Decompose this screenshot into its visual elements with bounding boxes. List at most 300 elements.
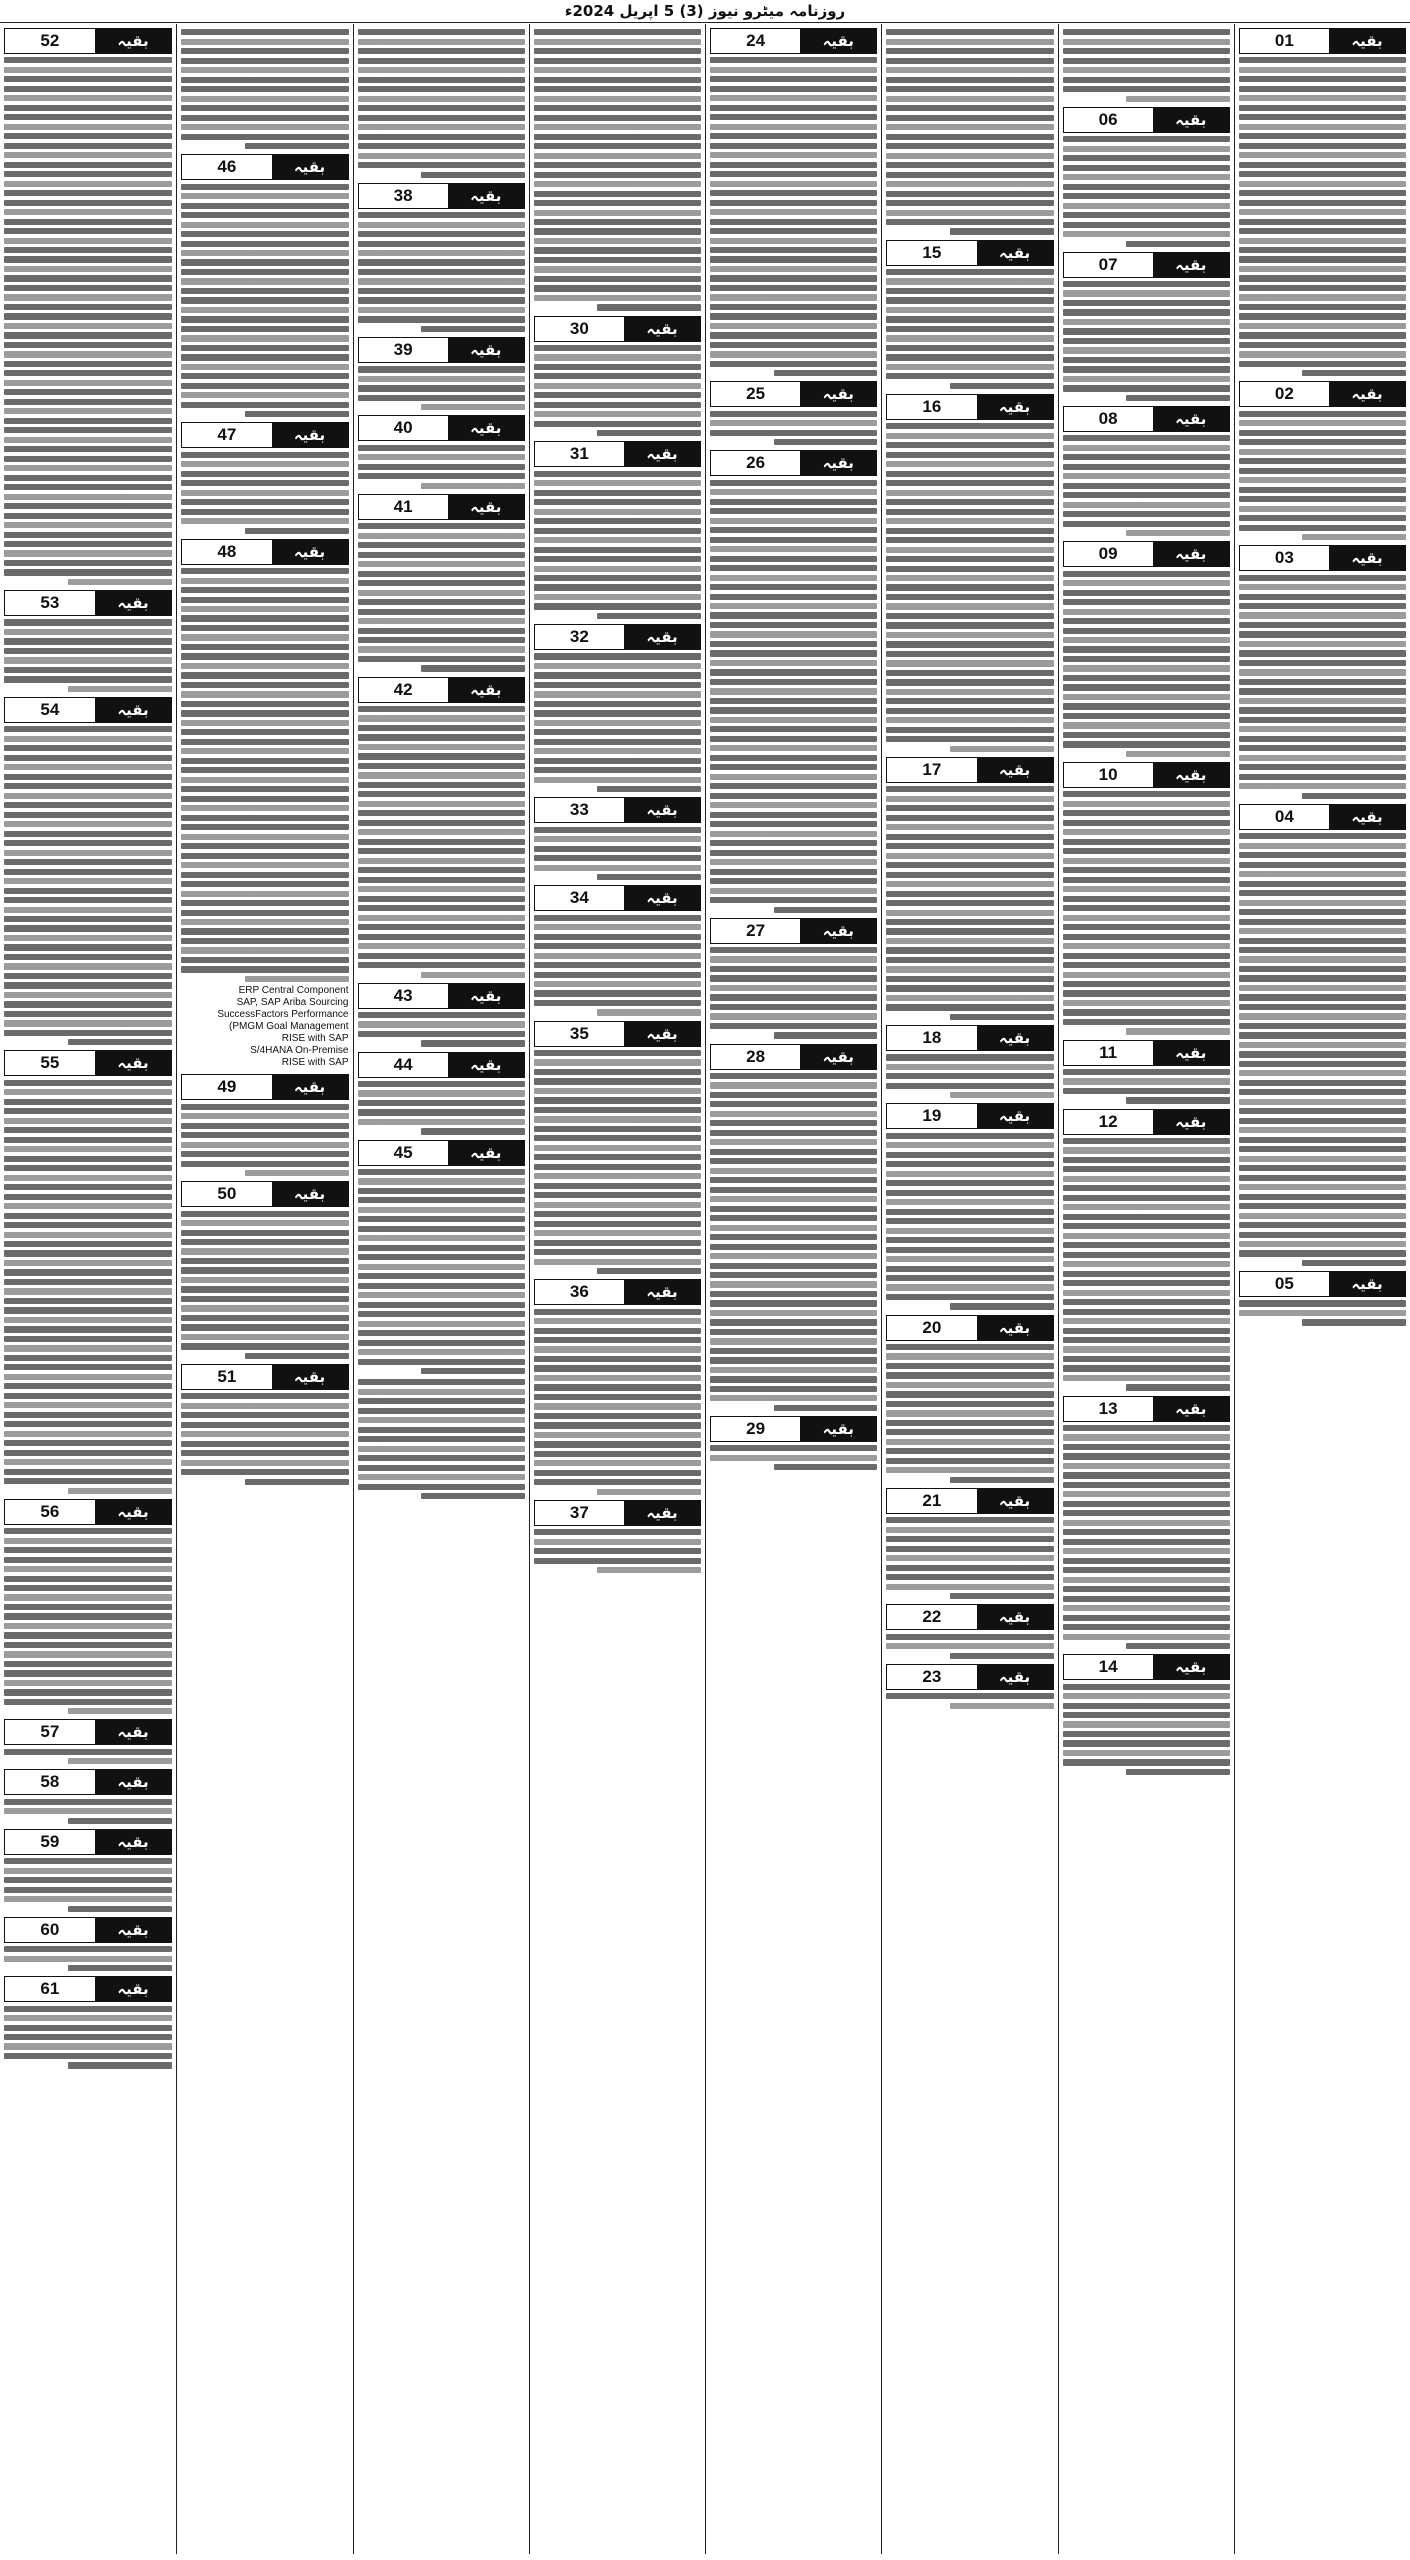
continuation-block [1063,252,1230,401]
text-line [886,660,1053,666]
text-line [886,727,1053,733]
text-line [886,613,1053,619]
continuation-header [181,539,348,565]
text-line [181,250,348,256]
text-line [4,1030,172,1036]
text-line [1126,751,1230,757]
text-line [886,796,1053,802]
text-line [774,1405,878,1411]
text-line [710,411,877,417]
continuation-header [1063,1396,1230,1422]
text-line [534,575,701,581]
text-line [534,943,701,949]
text-line [358,1197,525,1203]
continuation-block [1239,381,1406,540]
continuation-number: 27 [746,920,766,940]
text-line [710,67,877,73]
text-line [534,1394,701,1400]
text-line [886,566,1053,572]
continuation-block [181,1364,348,1485]
continuation-label: بقیہ [1329,29,1405,53]
text-line [534,691,701,697]
text-line [1063,628,1230,634]
text-line [710,1348,877,1354]
text-line [710,947,877,953]
text-line [534,1375,701,1381]
text-line [1063,385,1230,391]
continuation-label: بقیہ [272,423,348,447]
text-line [886,1536,1053,1542]
text-line [358,1119,525,1125]
text-line [181,124,348,130]
text-line [1063,1019,1230,1025]
text-line [710,956,877,962]
text-line [68,1906,172,1912]
text-line [534,115,701,121]
text-line [1063,580,1230,586]
continuation-block [358,1140,525,1375]
text-line [710,850,877,856]
text-line [4,181,172,187]
continuation-label: بقیہ [272,1075,348,1099]
text-line [4,1680,172,1686]
text-line [886,67,1053,73]
text-line [886,364,1053,370]
text-line [1239,660,1406,666]
text-line [1239,449,1406,455]
text-line [4,1127,172,1133]
text-line [181,919,348,925]
continuation-header [886,757,1053,783]
text-line [4,802,172,808]
text-line [886,1142,1053,1148]
text-line [181,1469,348,1475]
text-line [358,124,525,130]
text-line [358,561,525,567]
text-line [358,628,525,634]
text-line [4,1547,172,1553]
text-line [358,1216,525,1222]
continuation-header [4,1917,172,1943]
text-line [4,1336,172,1342]
text-line [358,29,525,35]
text-line [1063,590,1230,596]
text-line [710,508,877,514]
text-line [358,1207,525,1213]
text-line [4,1431,172,1437]
text-line [1126,395,1230,401]
text-line [1063,848,1230,854]
text-line [4,1576,172,1582]
text-line [886,354,1053,360]
text-line [1063,1472,1230,1478]
continuation-label: بقیہ [1153,1655,1229,1679]
text-line [710,1329,877,1335]
text-line [4,726,172,732]
text-line [68,579,172,585]
text-line [534,499,701,505]
text-line [181,578,348,584]
text-line [4,1307,172,1313]
text-line [1063,1558,1230,1564]
text-line [886,708,1053,714]
text-line [710,717,877,723]
text-line [1239,1194,1406,1200]
continuation-block [1063,1396,1230,1650]
text-line [886,77,1053,83]
text-line [68,1965,172,1971]
continuation-label: بقیہ [272,540,348,564]
text-line [886,651,1053,657]
text-line [710,660,877,666]
text-line [886,48,1053,54]
text-line [1239,594,1406,600]
news-column [881,24,1057,2554]
text-line [181,786,348,792]
text-line [1239,1080,1406,1086]
text-line [710,878,877,884]
text-line [534,1202,701,1208]
text-line [1239,114,1406,120]
text-line [358,1109,525,1115]
continuation-block [534,1279,701,1495]
continuation-number: 46 [217,157,237,177]
text-line [181,1123,348,1129]
text-line [1063,1596,1230,1602]
text-line [1239,717,1406,723]
text-line [4,494,172,500]
text-line [4,1557,172,1563]
text-line [534,162,701,168]
text-line [1063,609,1230,615]
text-line [534,547,701,553]
text-line [358,115,525,121]
text-line [1063,290,1230,296]
text-line [1063,953,1230,959]
text-line [358,1100,525,1106]
text-line [710,994,877,1000]
text-line [181,509,348,515]
text-line [1063,571,1230,577]
text-line [886,172,1053,178]
text-line [886,1634,1053,1640]
text-line [534,1192,701,1198]
text-line [886,717,1053,723]
text-line [886,1391,1053,1397]
text-line [245,528,349,534]
text-line [4,569,172,575]
text-line [886,957,1053,963]
text-line [181,815,348,821]
text-line [181,1343,348,1349]
text-line [181,231,348,237]
text-line [1063,1453,1230,1459]
text-line [1063,1624,1230,1630]
continuation-number: 47 [217,425,237,445]
text-line [886,1083,1053,1089]
text-line [4,2034,172,2040]
text-line [4,982,172,988]
text-line [710,575,877,581]
text-line [358,77,525,83]
text-line [534,729,701,735]
text-line [1239,525,1406,531]
text-line [181,1296,348,1302]
continuation-label: بقیہ [624,1022,700,1046]
text-line [1239,152,1406,158]
text-line [534,972,701,978]
continuation-header [534,1279,701,1305]
text-line [886,490,1053,496]
text-line [4,935,172,941]
text-line [534,191,701,197]
news-column [0,24,176,2554]
continuation-header [358,1052,525,1078]
continuation-number: 41 [393,496,413,516]
text-line [886,1420,1053,1426]
text-line [710,124,877,130]
text-line [1063,1069,1230,1075]
text-line [774,439,878,445]
text-line [4,304,172,310]
text-line [245,411,349,417]
text-line [181,326,348,332]
text-line [886,919,1053,925]
text-line [358,1321,525,1327]
text-line [1063,1078,1230,1084]
text-line [710,612,877,618]
continuation-block [4,1719,172,1764]
continuation-block [1063,406,1230,536]
text-line [1063,1434,1230,1440]
text-line [534,1154,701,1160]
continuation-number: 29 [746,1418,766,1438]
text-line [534,39,701,45]
text-line [886,1448,1053,1454]
text-line [358,86,525,92]
continuation-number: 20 [922,1317,942,1337]
continuation-header [4,697,172,723]
text-line [4,399,172,405]
english-term: RISE with SAP [281,1033,349,1045]
continuation-block [1063,1040,1230,1104]
continuation-number: 44 [393,1054,413,1074]
text-line [4,667,172,673]
text-line [886,594,1053,600]
text-line [534,276,701,282]
text-line [181,278,348,284]
text-line [4,1279,172,1285]
text-line [1063,924,1230,930]
text-line [1063,511,1230,517]
text-line [886,985,1053,991]
text-line [710,238,877,244]
continuation-number: 24 [746,31,766,50]
text-line [1239,181,1406,187]
text-line [886,423,1053,429]
text-line [68,1818,172,1824]
continuation-label: بقیہ [977,241,1053,265]
text-line [1239,975,1406,981]
text-line [358,858,525,864]
continuation-block [534,797,701,880]
continuation-number: 35 [569,1023,589,1043]
text-line [4,1459,172,1465]
text-line [4,736,172,742]
text-line [4,1222,172,1228]
text-line [1063,694,1230,700]
text-line [358,656,525,662]
text-line [710,1215,877,1221]
text-line [1239,361,1406,367]
text-line [358,269,525,275]
text-line [710,631,877,637]
continuation-block [710,1044,877,1411]
text-line [710,793,877,799]
news-column [705,24,881,2554]
text-line [710,361,877,367]
text-line [1063,1261,1230,1267]
text-line [886,96,1053,102]
text-line [1239,228,1406,234]
text-line [181,1239,348,1245]
continuation-block [1063,1109,1230,1391]
text-line [181,335,348,341]
text-line [710,537,877,543]
text-line [4,475,172,481]
text-line [421,172,525,178]
text-line [181,67,348,73]
text-line [710,1073,877,1079]
text-line [1239,843,1406,849]
text-line [1063,48,1230,54]
text-line [1239,304,1406,310]
text-line [181,663,348,669]
text-line [1239,323,1406,329]
continuation-label: بقیہ [1153,1110,1229,1134]
text-line [886,947,1053,953]
text-line [181,452,348,458]
text-line [1063,839,1230,845]
text-line [1239,1099,1406,1105]
continuation-number: 30 [569,318,589,338]
text-line [534,1000,701,1006]
continuation-label: بقیہ [1329,546,1405,570]
text-line [1063,972,1230,978]
text-line [181,767,348,773]
text-line [4,513,172,519]
text-line [886,928,1053,934]
text-line [534,421,701,427]
text-line [886,679,1053,685]
text-line [1063,464,1230,470]
text-line [4,266,172,272]
text-line [358,763,525,769]
text-line [358,1474,525,1480]
text-line [886,556,1053,562]
text-line [181,606,348,612]
text-line [358,153,525,159]
text-line [4,1604,172,1610]
text-line [4,1156,172,1162]
text-line [534,105,701,111]
text-line [181,1211,348,1217]
text-line [4,105,172,111]
text-line [1063,665,1230,671]
continuation-header [358,183,525,209]
text-line [886,1237,1053,1243]
text-line [181,568,348,574]
text-line [4,95,172,101]
text-line [4,1661,172,1667]
continuation-label: بقیہ [448,416,524,440]
text-line [181,58,348,64]
text-line [358,1398,525,1404]
text-line [4,313,172,319]
text-line [1239,1165,1406,1171]
text-line [358,962,525,968]
masthead-title: روزنامہ میٹرو نیوز (3) 5 اپریل 2024ء [564,2,846,20]
text-line [358,1292,525,1298]
text-line [534,720,701,726]
text-line [4,888,172,894]
text-line [534,1135,701,1141]
text-line [1239,871,1406,877]
text-line [886,528,1053,534]
text-line [886,269,1053,275]
text-line [181,701,348,707]
text-line [710,171,877,177]
text-line [181,222,348,228]
text-line [1063,454,1230,460]
text-line [358,590,525,596]
text-line [1063,599,1230,605]
text-line [181,1277,348,1283]
text-line [358,820,525,826]
text-line [1239,105,1406,111]
text-line [534,1346,701,1352]
continuation-header [534,1021,701,1047]
text-line [534,1548,701,1554]
text-line [181,625,348,631]
text-line [1063,741,1230,747]
text-line [534,96,701,102]
text-line [1239,1300,1406,1306]
text-line [710,152,877,158]
text-line [710,831,877,837]
text-line [1063,943,1230,949]
text-line [358,241,525,247]
text-line [1302,534,1406,540]
text-line [886,736,1053,742]
text-line [534,210,701,216]
news-column [529,24,705,2554]
text-line [886,480,1053,486]
text-line [710,1092,877,1098]
text-line [181,1315,348,1321]
text-line [4,522,172,528]
text-line [886,433,1053,439]
text-line [710,527,877,533]
text-line [1063,1731,1230,1737]
continuation-number: 31 [569,444,589,464]
text-line [886,1565,1053,1571]
continuation-header [710,28,877,54]
text-line [1063,39,1230,45]
text-line [710,1357,877,1363]
text-line [1239,256,1406,262]
text-line [534,758,701,764]
